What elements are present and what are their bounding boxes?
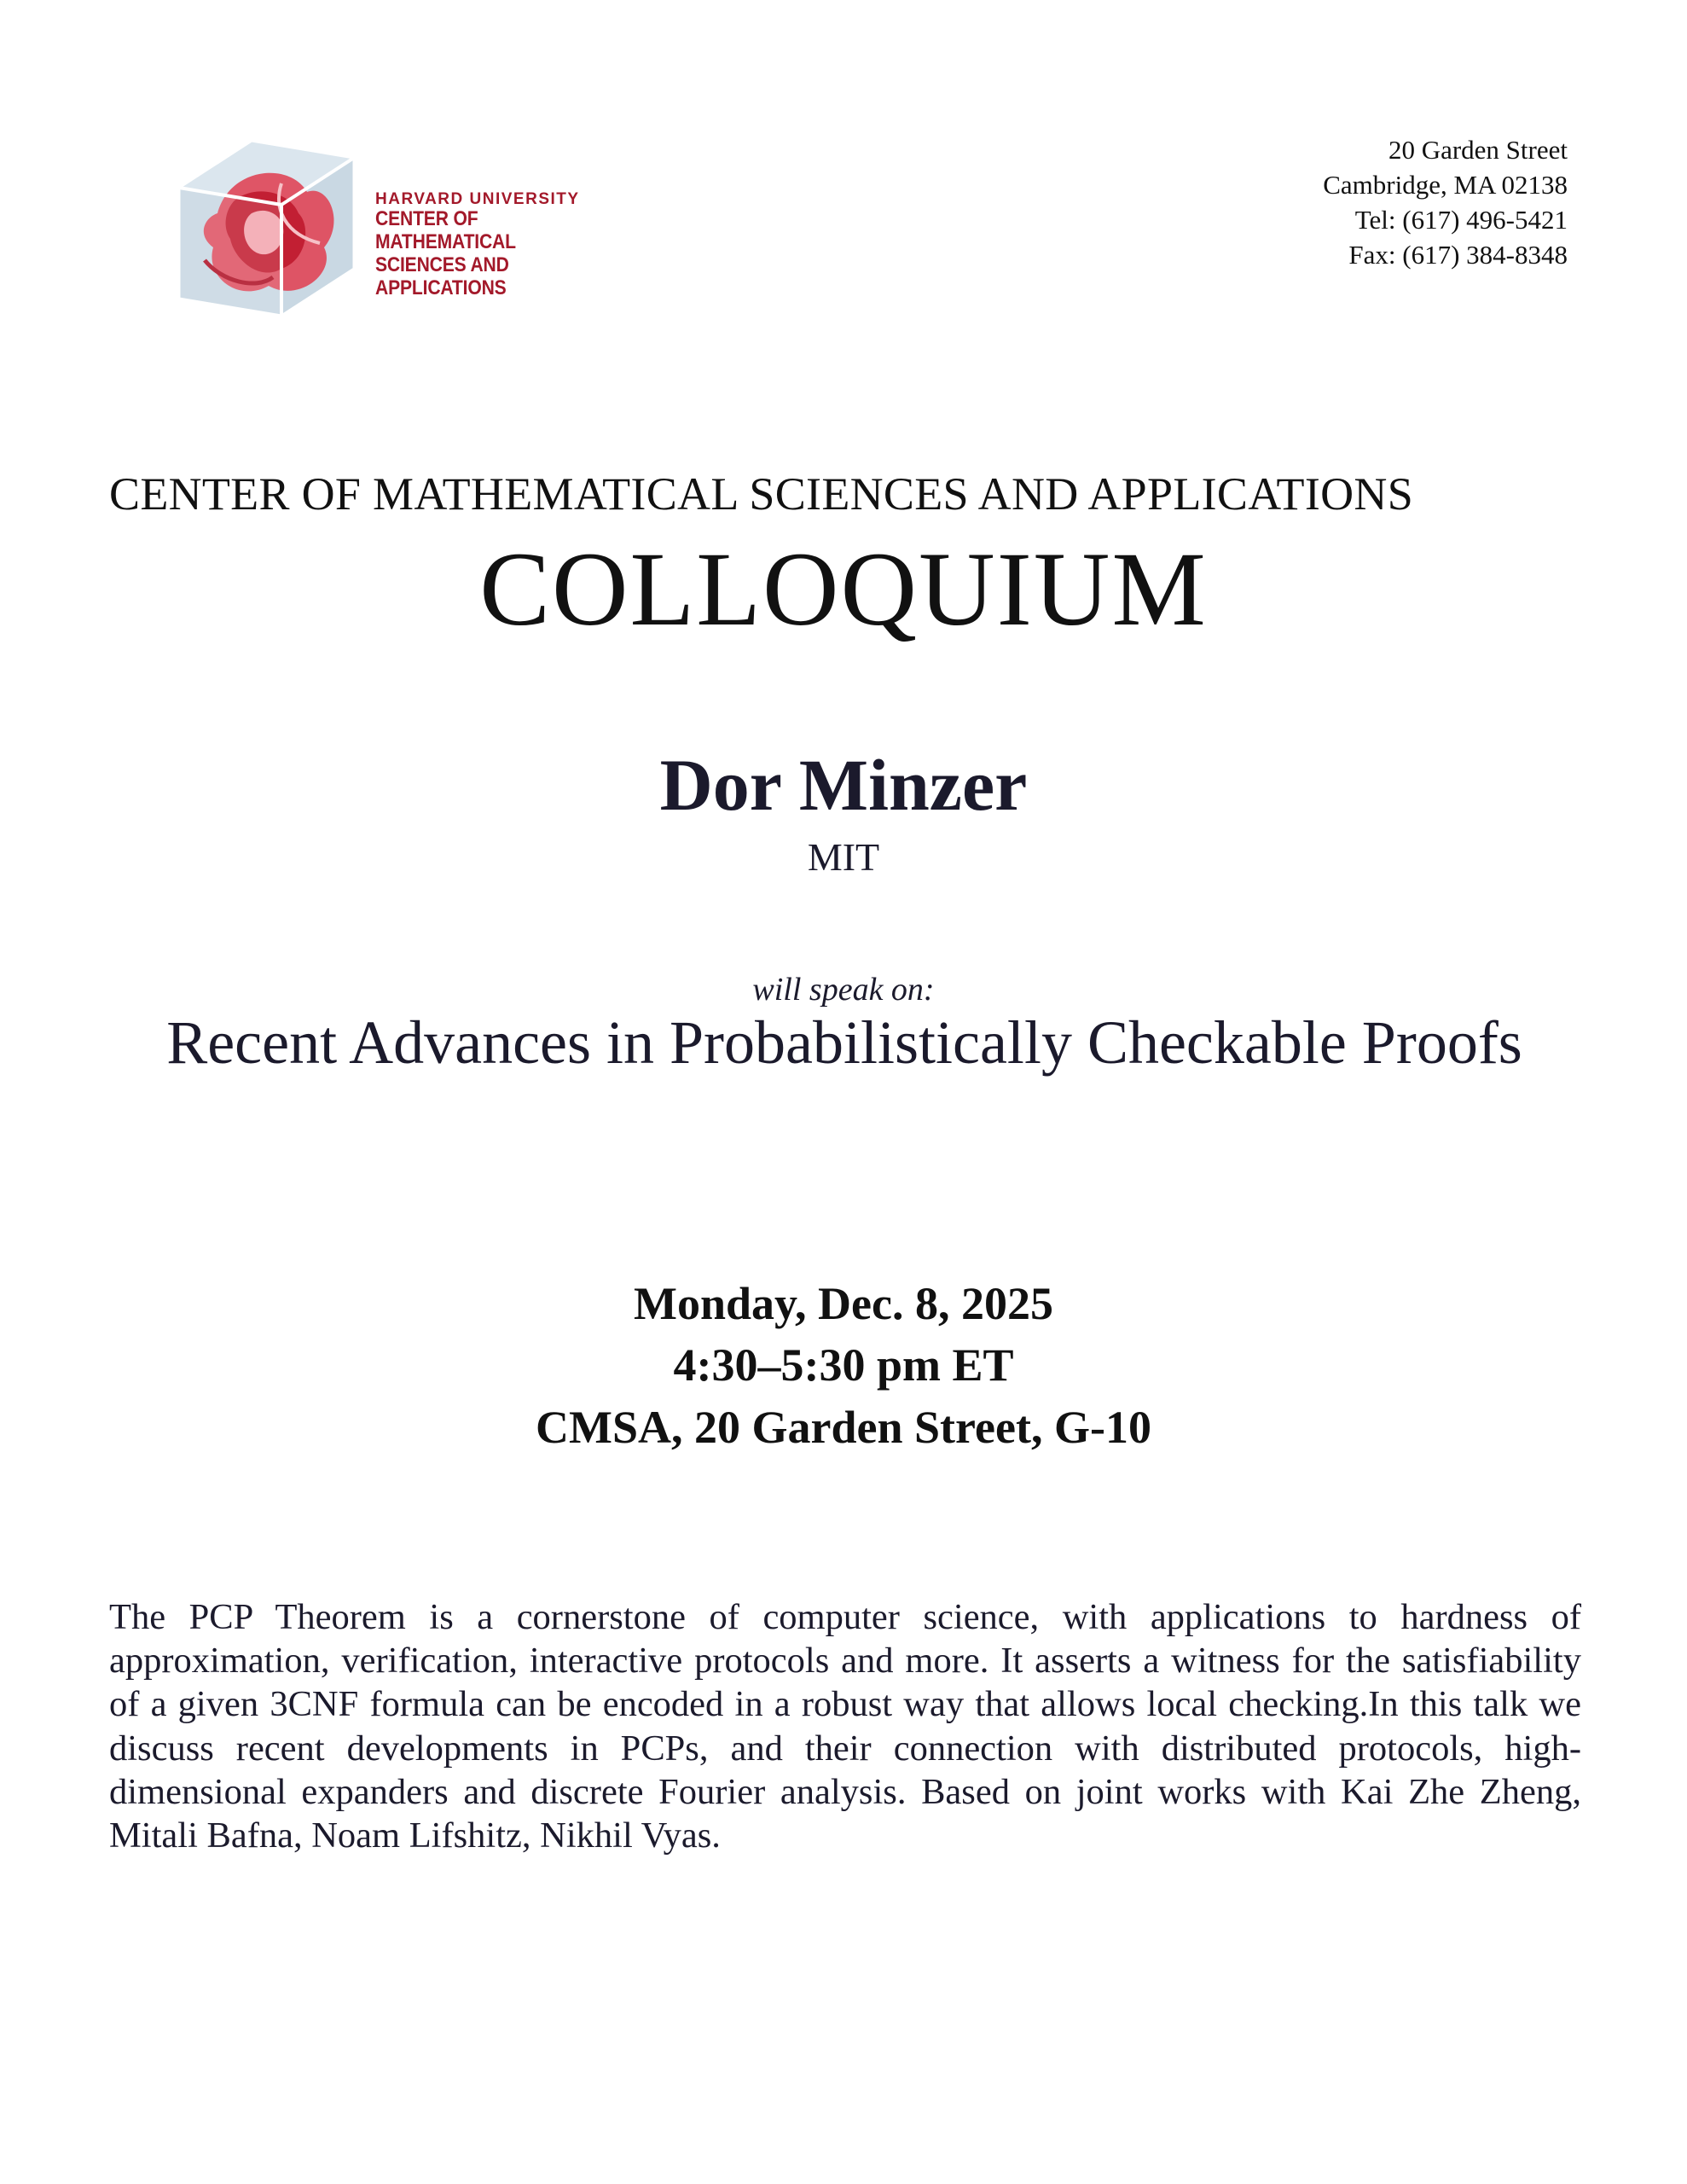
logo-center-line2: SCIENCES AND APPLICATIONS — [375, 253, 509, 299]
talk-intro: will speak on: — [752, 972, 935, 1008]
address-tel: Tel: (617) 496-5421 — [1354, 204, 1568, 235]
red-surface-in-cube-icon — [171, 132, 358, 328]
department-heading: CENTER OF MATHEMATICAL SCIENCES AND APPLICATIONS — [109, 468, 1414, 520]
cmsa-logo — [171, 132, 648, 328]
speaker-name: Dor Minzer — [659, 744, 1028, 826]
logo-university: HARVARD UNIVERSITY — [375, 190, 580, 208]
talk-title: Recent Advances in Probabilistically Checkable Proofs — [166, 1008, 1522, 1077]
address-street: 20 Garden Street — [1388, 135, 1568, 165]
event-time: 4:30–5:30 pm ET — [673, 1339, 1014, 1391]
speaker-affiliation: MIT — [807, 835, 880, 879]
address-block — [1323, 133, 1568, 273]
address-fax: Fax: (617) 384-8348 — [1348, 239, 1568, 270]
event-details — [0, 1273, 1687, 1458]
series-title: COLLOQUIUM — [479, 531, 1208, 648]
event-date: Monday, Dec. 8, 2025 — [634, 1278, 1053, 1329]
talk-abstract: The PCP Theorem is a cornerstone of computer science, with applications to hardness of approximation, verification, interactive protocols and more. It asserts a witness for the satisfiability of a given 3CNF formula can be encoded in a robust way that allows local checking.In this talk we discuss recent developments in PCPs, and their connection with distributed protocols, high-dimensional expanders and discrete Fourier analysis. Based on joint works with Kai Zhe Zheng, Mitali Bafna, Noam Lifshitz, Nikhil Vyas. — [109, 1597, 1581, 1856]
event-location: CMSA, 20 Garden Street, G-10 — [536, 1401, 1151, 1453]
address-city: Cambridge, MA 02138 — [1323, 169, 1568, 200]
logo-center-line1: CENTER OF MATHEMATICAL — [375, 207, 516, 254]
